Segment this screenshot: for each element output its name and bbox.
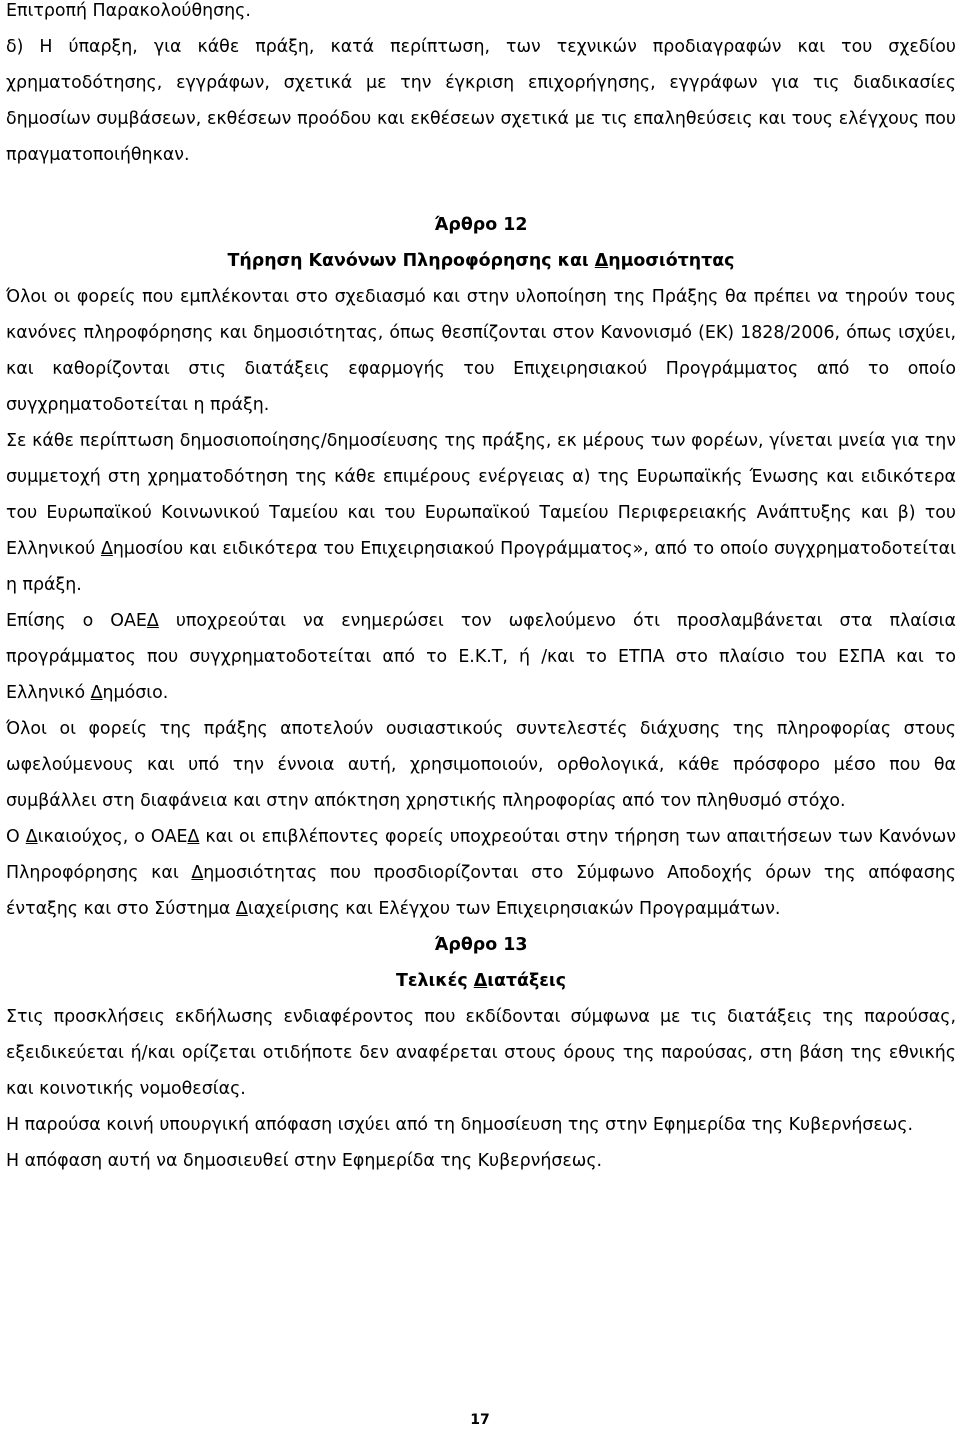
article-12-title-underlined-letter: Δ (594, 251, 609, 271)
underlined-letter: Δ (191, 863, 204, 883)
article-13-title (6, 963, 956, 999)
article-13-paragraph-1: Στις προσκλήσεις εκδήλωσης ενδιαφέροντος που εκδίδονται σύμφωνα με τις διατάξεις της παρούσας, εξειδικεύεται ή/και ορίζεται οτιδήποτε δεν αναφέρεται στους όρους της παρούσας, στη βάση της εθνικής και κοινοτικής νομοθεσίας. (6, 1007, 956, 1099)
text-segment: ημόσιο. (102, 683, 169, 703)
underlined-letter: Δ (235, 899, 248, 919)
underlined-letter: Δ (25, 827, 38, 847)
underlined-letter: Δ (146, 611, 159, 631)
article-13-paragraph-3: Η απόφαση αυτή να δημοσιευθεί στην Εφημερίδα της Κυβερνήσεως. (6, 1151, 603, 1171)
article-12-paragraph-2 (6, 423, 956, 603)
article-12-number: Άρθρο 12 (434, 215, 528, 235)
text-segment: ημοσιότητας που προσδιορίζονται στο Σύμφωνο Αποδοχής όρων της απόφασης ένταξης και στο Σύστημα (6, 863, 956, 919)
underlined-letter: Δ (187, 827, 200, 847)
text-segment: και οι επιβλέποντες φορείς υποχρεούται στην τήρηση των απαιτήσεων των Κανόνων Πληροφόρησης και (6, 827, 957, 883)
article-13-number: Άρθρο 13 (434, 935, 528, 955)
article-12-paragraph-1: Όλοι οι φορείς που εμπλέκονται στο σχεδιασμό και στην υλοποίηση της Πράξης θα πρέπει να τηρούν τους κανόνες πληροφόρησης και δημοσιότητας, όπως θεσπίζονται στον Κανονισμό (ΕΚ) 1828/2006, όπως ισχύει, και καθορίζονται στις διατάξεις εφαρμογής του Επιχειρησιακού Προγράμματος από το οποίο συγχρηματοδοτείται η πράξη. (6, 287, 956, 415)
intro-continuation-line: Επιτροπή Παρακολούθησης. (6, 1, 251, 21)
text-segment: υποχρεούται να ενημερώσει τον ωφελούμενο ότι προσλαμβάνεται στα πλαίσια προγράμματος που συγχρηματοδοτείται από το Ε.Κ.Τ, ή /και το ΕΤΠΑ στο πλαίσιο του ΕΣΠΑ και το Ελληνικό (6, 611, 956, 703)
intro-item-d: δ) Η ύπαρξη, για κάθε πράξη, κατά περίπτωση, των τεχνικών προδιαγραφών και του σχεδίου χρηματοδότησης, εγγράφων, σχετικά με την έγκριση επιχορήγησης, εγγράφων για τις διαδικασίες δημοσίων συμβάσεων, εκθέσεων προόδου και εκθέσεων σχετικά με τις επαληθεύσεις και τους ελέγχους που πραγματοποιήθηκαν. (6, 37, 956, 165)
article-12-title (6, 243, 956, 279)
article-13-title-text-end: ιατάξεις (487, 971, 566, 991)
spacer (6, 173, 956, 207)
article-12-title-text: Τήρηση Κανόνων Πληροφόρησης και (227, 251, 595, 271)
article-12-paragraph-3 (6, 603, 956, 711)
underlined-letter: Δ (100, 539, 113, 559)
article-13-title-text: Τελικές (395, 971, 474, 991)
underlined-letter: Δ (90, 683, 103, 703)
article-12-title-text-end: ημοσιότητας (608, 251, 735, 271)
text-segment: ημοσίου και ειδικότερα του Επιχειρησιακού Προγράμματος», από το οποίο συγχρηματοδοτείται η πράξη. (6, 539, 956, 595)
article-12-paragraph-5 (6, 819, 956, 927)
text-segment: ιαχείρισης και Ελέγχου των Επιχειρησιακών Προγραμμάτων. (247, 899, 781, 919)
article-13-title-underlined-letter: Δ (473, 971, 488, 991)
page-number: 17 (470, 1412, 490, 1428)
text-segment: Ο (6, 827, 26, 847)
article-12-paragraph-4: Όλοι οι φορείς της πράξης αποτελούν ουσιαστικούς συντελεστές διάχυσης της πληροφορίας στους ωφελούμενους και υπό την έννοια αυτή, χρησιμοποιούν, ορθολογικά, κάθε πρόσφορο μέσο που θα συμβάλλει στη διαφάνεια και στην απόκτηση χρηστικής πληροφορίας από τον πληθυσμό στόχο. (6, 719, 956, 811)
text-segment: Σε κάθε περίπτωση δημοσιοποίησης/δημοσίευσης της πράξης, εκ μέρους των φορέων, γίνεται μνεία για την συμμετοχή στη χρηματοδότηση της κάθε επιμέρους ενέργειας α) της Ευρωπαϊκής Ένωσης και ειδικότερα του Ευρωπαϊκού Κοινωνικού Ταμείου και του Ευρωπαϊκού Ταμείου Περιφερειακής Ανάπτυξης και β) του Ελληνικού (6, 431, 956, 559)
article-13-paragraph-2: Η παρούσα κοινή υπουργική απόφαση ισχύει από τη δημοσίευση της στην Εφημερίδα της Κυβερνήσεως. (6, 1115, 914, 1135)
text-segment: Επίσης ο ΟΑΕ (6, 611, 147, 631)
text-segment: ικαιούχος, ο ΟΑΕ (37, 827, 188, 847)
document-body (6, 0, 956, 1179)
